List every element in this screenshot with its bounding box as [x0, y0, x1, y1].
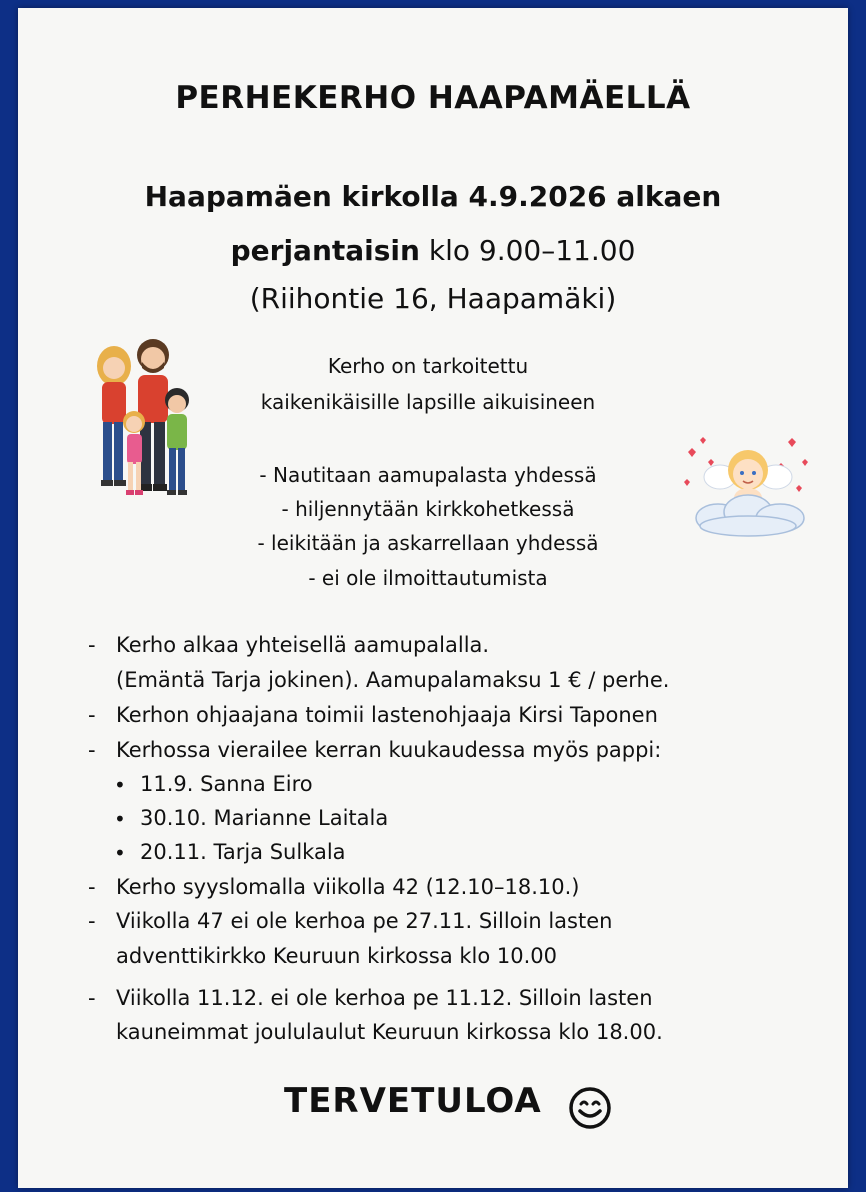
dash-4: - — [88, 875, 96, 899]
smiley-face-icon — [567, 1085, 613, 1131]
info-item-4: Kerho syyslomalla viikolla 42 (12.10–18.10.) — [116, 875, 580, 899]
priest-visit-1: 11.9. Sanna Eiro — [140, 772, 313, 796]
dash-1: - — [88, 633, 96, 657]
activity-4: - ei ole ilmoittautumista — [308, 566, 548, 590]
bullet-dot-2: • — [114, 807, 126, 831]
bullet-dot-1: • — [114, 773, 126, 797]
priest-visit-3: 20.11. Tarja Sulkala — [140, 840, 346, 864]
dash-5: - — [88, 909, 96, 933]
activity-1: - Nautitaan aamupalasta yhdessä — [259, 463, 597, 487]
info-item-6: Viikolla 11.12. ei ole kerhoa pe 11.12. Silloin lasten — [116, 986, 653, 1010]
info-item-1: Kerho alkaa yhteisellä aamupalalla. — [116, 633, 490, 657]
info-item-3: Kerhossa vierailee kerran kuukaudessa myös pappi: — [116, 738, 662, 762]
weekday-label: perjantaisin — [230, 234, 420, 267]
info-item-2: Kerhon ohjaajana toimii lastenohjaaja Kirsi Taponen — [116, 703, 658, 727]
location-date-line: Haapamäen kirkolla 4.9.2026 alkaen — [144, 180, 722, 213]
dash-6: - — [88, 986, 96, 1010]
priest-visit-2: 30.10. Marianne Laitala — [140, 806, 389, 830]
info-item-5-cont: adventtikirkko Keuruun kirkossa klo 10.00 — [116, 944, 558, 968]
address-line: (Riihontie 16, Haapamäki) — [249, 282, 617, 315]
time-label: klo 9.00–11.00 — [419, 234, 636, 267]
dash-3: - — [88, 738, 96, 762]
family-illustration — [90, 330, 190, 502]
intro-line-1: Kerho on tarkoitettu — [327, 354, 529, 378]
info-item-5: Viikolla 47 ei ole kerhoa pe 27.11. Silloin lasten — [116, 909, 613, 933]
poster-title: PERHEKERHO HAAPAMÄELLÄ — [175, 80, 691, 116]
weekday-time-line — [18, 234, 848, 267]
poster-paper — [18, 8, 848, 1188]
activity-2: - hiljennytään kirkkohetkessä — [281, 497, 575, 521]
dash-2: - — [88, 703, 96, 727]
info-item-1-cont: (Emäntä Tarja jokinen). Aamupalamaksu 1 € / perhe. — [116, 668, 670, 692]
angel-on-cloud-illustration — [678, 432, 818, 542]
intro-line-2: kaikenikäisille lapsille aikuisineen — [260, 390, 596, 414]
activity-3: - leikitään ja askarrellaan yhdessä — [257, 531, 599, 555]
info-item-6-cont: kauneimmat joululaulut Keuruun kirkossa klo 18.00. — [116, 1020, 663, 1044]
bullet-dot-3: • — [114, 841, 126, 865]
welcome-text: TERVETULOA — [284, 1081, 542, 1121]
